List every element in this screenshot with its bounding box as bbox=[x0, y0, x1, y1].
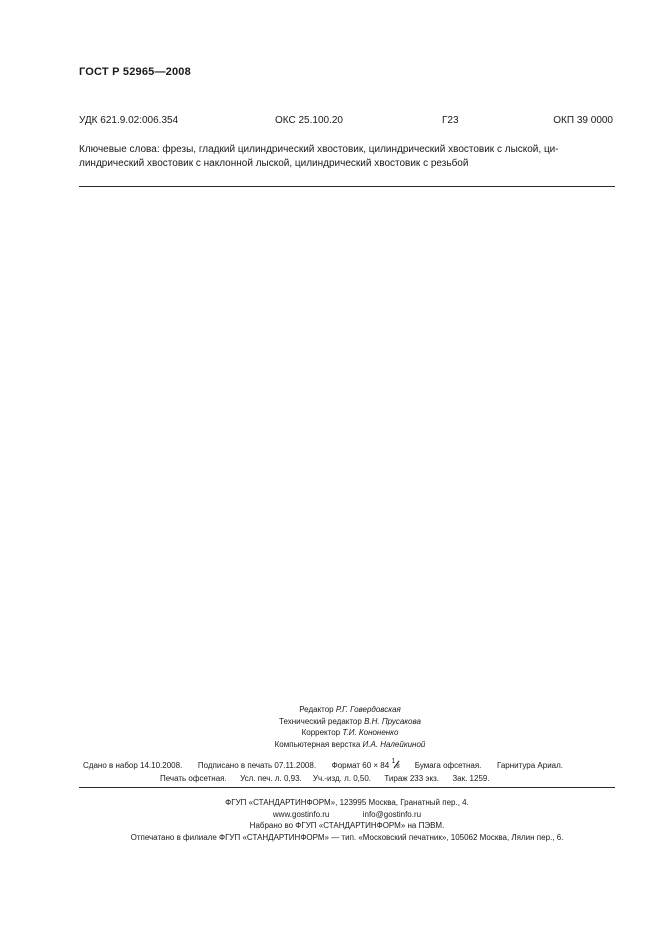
keywords-line-2: линдрический хвостовик с наклонной лыской, цилиндрический хвостовик с резьбой bbox=[79, 158, 469, 169]
format-fraction: 1 8 bbox=[391, 758, 400, 770]
publisher-email[interactable]: info@gostinfo.ru bbox=[362, 809, 422, 819]
keywords-line-1: Ключевые слова: фрезы, гладкий цилиндрический хвостовик, цилиндрический хвостовик с лыской, ци- bbox=[79, 144, 559, 155]
credit-tech-editor: Технический редактор В.Н. Прусакова bbox=[279, 716, 421, 726]
credit-layout: Компьютерная верстка И.А. Налейкиной bbox=[274, 739, 426, 749]
publisher-printed: Отпечатано в филиале ФГУП «СТАНДАРТИНФОРМ» — тип. «Московский печатник», 105062 Москва, Лялин пер., 6. bbox=[130, 832, 564, 842]
divider-top bbox=[79, 186, 615, 187]
publisher-block bbox=[79, 797, 615, 843]
keywords bbox=[79, 143, 615, 171]
g-code: Г23 bbox=[442, 115, 459, 126]
publisher-address: ФГУП «СТАНДАРТИНФОРМ», 123995 Москва, Гранатный пер., 4. bbox=[225, 798, 469, 807]
classification-codes bbox=[79, 115, 613, 129]
credit-corrector: Корректор Т.И. Кононенко bbox=[301, 728, 399, 737]
credits-block bbox=[200, 704, 500, 750]
publisher-website[interactable]: www.gostinfo.ru bbox=[272, 809, 330, 819]
divider-bottom bbox=[79, 787, 615, 788]
imprint-row-2: Печать офсетная. Усл. печ. л. 0,93. Уч.-изд. л. 0,50. Тираж 233 экз. Зак. 1259. bbox=[160, 774, 490, 783]
okp-code: ОКП 39 0000 bbox=[553, 115, 613, 126]
document-title: ГОСТ Р 52965—2008 bbox=[79, 66, 191, 78]
publisher-typeset: Набрано во ФГУП «СТАНДАРТИНФОРМ» на ПЭВМ. bbox=[249, 821, 445, 830]
imprint-row-1: Сдано в набор 14.10.2008. Подписано в печать 07.11.2008. Формат 60 × 84 1 8 Бумага офсетная. Гарнитура Ариал. bbox=[83, 758, 564, 770]
publisher-contacts bbox=[79, 809, 615, 821]
credit-editor: Редактор Р.Г. Говердовская bbox=[299, 705, 401, 714]
oks-code: ОКС 25.100.20 bbox=[275, 115, 343, 126]
udk-code: УДК 621.9.02:006.354 bbox=[79, 115, 179, 126]
